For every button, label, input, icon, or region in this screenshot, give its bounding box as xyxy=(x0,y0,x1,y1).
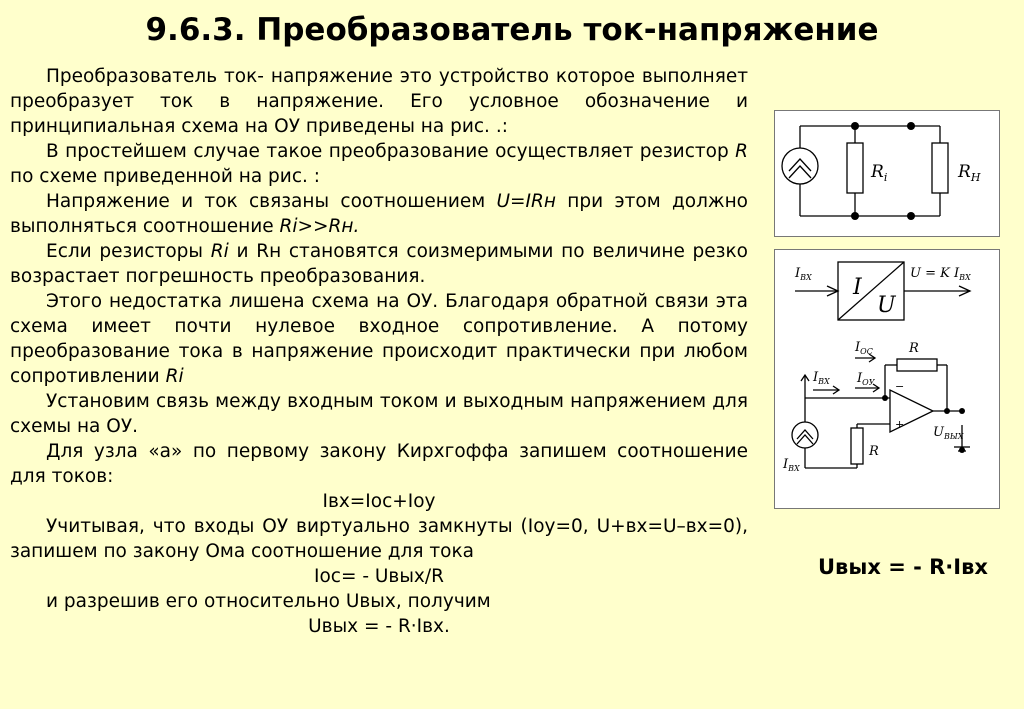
result-formula: Uвых = - R·Iвх xyxy=(818,555,988,579)
paragraph: Если резисторы Ri и Rн становятся соизмеримыми по величине резко возрастает погрешность преобразования. xyxy=(10,241,748,287)
resistor-circuit-diagram xyxy=(775,111,999,236)
page-title: 9.6.3. Преобразователь ток-напряжение xyxy=(145,12,879,48)
output-voltage-label-2: $U_{ВЫХ}$ xyxy=(933,425,964,441)
opamp-circuit-figure xyxy=(774,249,1000,509)
resistor-circuit-figure xyxy=(774,110,1000,237)
equation: Iвх=Iос+Iоу xyxy=(322,491,436,512)
paragraph: и разрешив его относительно Uвых, получим xyxy=(46,591,491,612)
feedback-current-label: $I_{ОС}$ xyxy=(855,340,873,356)
opamp-current-label: $I_{ОУ}$ xyxy=(857,371,875,387)
input-current-label: $I_{ВХ}$ xyxy=(795,266,812,282)
feedback-resistor-label: R xyxy=(909,341,919,356)
source-current-label: $I_{ВХ}$ xyxy=(783,457,800,473)
input-current-label-2: $I_{ВХ}$ xyxy=(813,370,830,386)
paragraph: В простейшем случае такое преобразование осуществляет резистор R по схеме приведенной на рис. : xyxy=(10,141,748,187)
paragraph: Преобразователь ток- напряжение это устройство которое выполняет преобразует ток в напряжение. Его условное обозначение и принципиальная схема на ОУ приведены на рис. .: xyxy=(10,66,748,137)
paragraph: Напряжение и ток связаны соотношением U=IRн при этом должно выполняться соотношение Ri>>Rн. xyxy=(10,191,748,237)
paragraph: Учитывая, что входы ОУ виртуально замкнуты (Iоу=0, U+вх=U–вх=0), запишем по закону Ома соотношение для тока xyxy=(10,516,748,562)
paragraph: Этого недостатка лишена схема на ОУ. Благодаря обратной связи эта схема имеет почти нулевое входное сопротивление. А потому преобразование тока в напряжение происходит практически при любом сопротивлении Ri xyxy=(10,291,748,387)
input-resistor-label: R xyxy=(869,444,879,459)
converter-diagram xyxy=(775,250,999,508)
opamp-plus: + xyxy=(895,418,905,431)
equation: Iос= - Uвых/R xyxy=(314,566,444,587)
rn-label: $R_Н$ xyxy=(958,162,981,184)
paragraph: Для узла «а» по первому закону Кирхгоффа запишем соотношение для токов: xyxy=(10,441,748,487)
converter-i-label: I xyxy=(853,275,862,300)
converter-u-label: U xyxy=(877,293,896,318)
opamp-minus: − xyxy=(895,380,905,393)
body-text xyxy=(10,64,748,639)
equation: Uвых = - R·Iвх. xyxy=(308,616,450,637)
ri-label: $R_i$ xyxy=(871,162,888,184)
output-voltage-label: U = K $I_{ВХ}$ xyxy=(910,266,971,282)
paragraph: Установим связь между входным током и выходным напряжением для схемы на ОУ. xyxy=(10,391,748,437)
